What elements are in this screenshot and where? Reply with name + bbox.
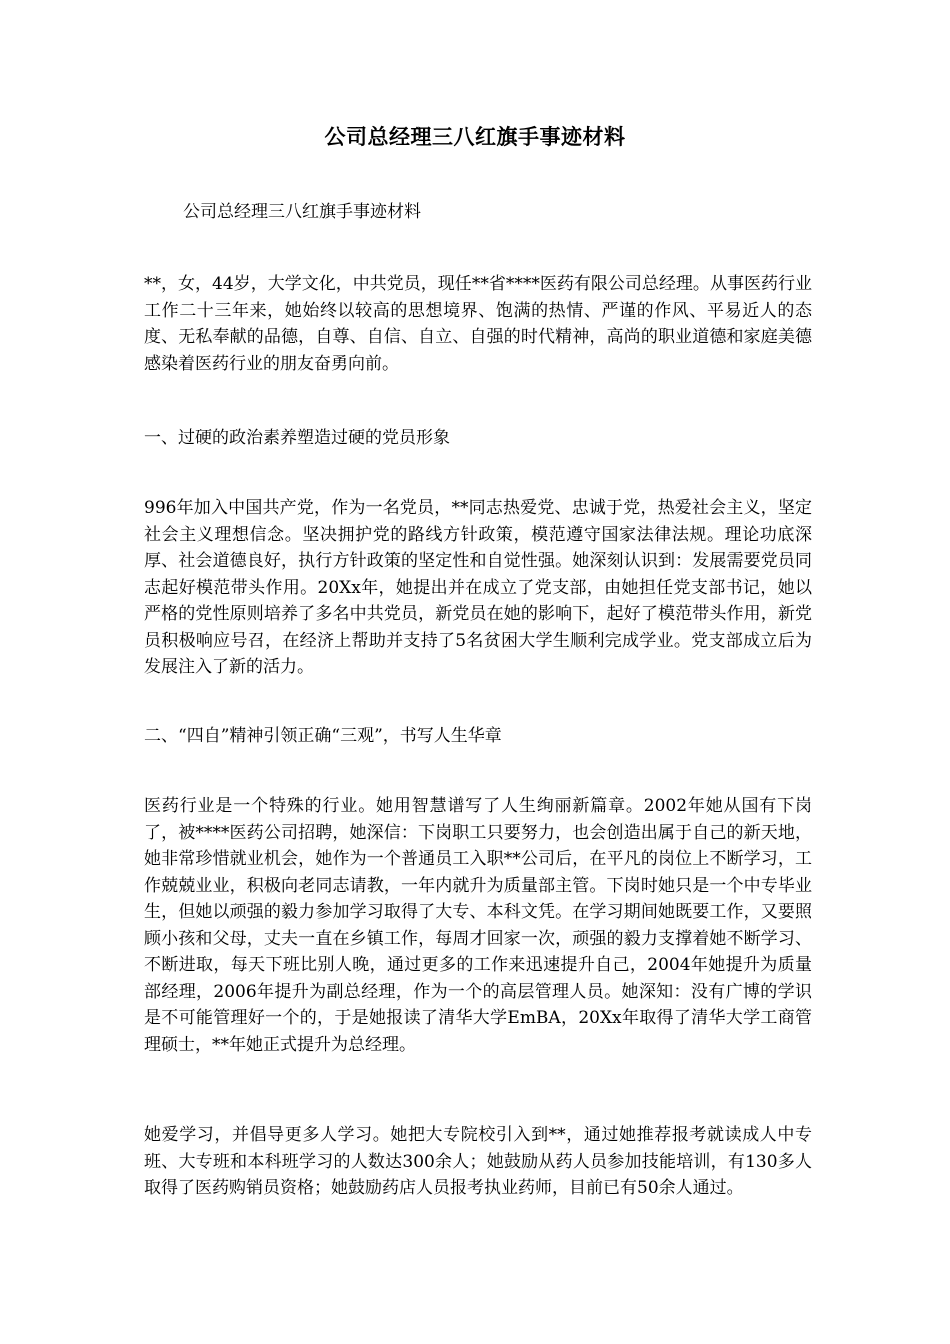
paragraph-intro: **，女，44岁，大学文化，中共党员，现任**省****医药有限公司总经理。从事医药行业工作二十三年来，她始终以较高的思想境界、饱满的热情、严谨的作风、平易近人的态度、无私奉献的品德，自尊、自信、自立、自强的时代精神，高尚的职业道德和家庭美德感染着医药行业的朋友奋勇向前。 [144, 274, 812, 374]
section-heading-1: 一、过硬的政治素养塑造过硬的党员形象 [144, 428, 450, 448]
document-title: 公司总经理三八红旗手事迹材料 [324, 124, 626, 149]
document-subtitle: 公司总经理三八红旗手事迹材料 [183, 202, 421, 222]
paragraph-section-2b: 她爱学习，并倡导更多人学习。她把大专院校引入到**，通过她推荐报考就读成人中专班、大专班和本科班学习的人数达300余人；她鼓励从药人员参加技能培训，有130多人取得了医药购销员资格；她鼓励药店人员报考执业药师，目前已有50余人通过。 [144, 1125, 812, 1198]
paragraph-section-1: 996年加入中国共产党，作为一名党员，**同志热爱党、忠诚于党，热爱社会主义，坚定社会主义理想信念。坚决拥护党的路线方针政策，模范遵守国家法律法规。理论功底深厚、社会道德良好，执行方针政策的坚定性和自觉性强。她深刻认识到：发展需要党员同志起好模范带头作用。20Xx年，她提出并在成立了党支部，由她担任党支部书记，她以严格的党性原则培养了多名中共党员，新党员在她的影响下，起好了模范带头作用，新党员积极响应号召，在经济上帮助并支持了5名贫困大学生顺利完成学业。党支部成立后为发展注入了新的活力。 [144, 498, 812, 677]
section-heading-2: 二、“四自”精神引领正确“三观”，书写人生华章 [144, 726, 502, 746]
paragraph-section-2: 医药行业是一个特殊的行业。她用智慧谱写了人生绚丽新篇章。2002年她从国有下岗了，被****医药公司招聘，她深信：下岗职工只要努力，也会创造出属于自己的新天地，她非常珍惜就业机会，她作为一个普通员工入职**公司后，在平凡的岗位上不断学习，工作兢兢业业，积极向老同志请教，一年内就升为质量部主管。下岗时她只是一个中专毕业生，但她以顽强的毅力参加学习取得了大专、本科文凭。在学习期间她既要工作，又要照顾小孩和父母，丈夫一直在乡镇工作，每周才回家一次，顽强的毅力支撑着她不断学习、不断进取，每天下班比别人晚，通过更多的工作来迅速提升自己，2004年她提升为质量部经理，2006年提升为副总经理，作为一个的高层管理人员。她深知：没有广博的学识是不可能管理好一个的，于是她报读了清华大学EmBA，20Xx年取得了清华大学工商管理硕士，**年她正式提升为总经理。 [144, 796, 812, 1055]
